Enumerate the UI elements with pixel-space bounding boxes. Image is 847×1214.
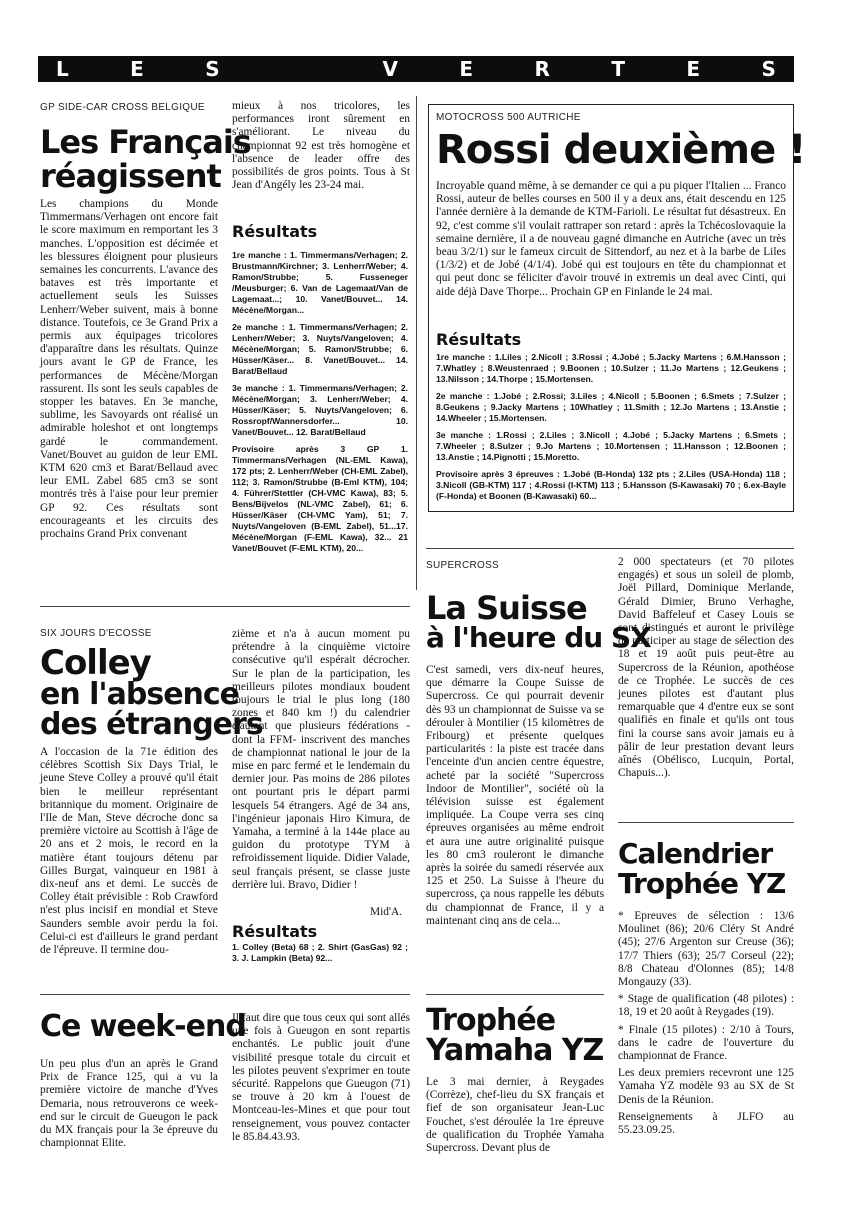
a4-body-col1: C'est samedi, vers dix-neuf heures, que démarre la Coupe Suisse de Supercross. Ce qui pourrait devenir dès 93 un championnat de Suisse va se dérouler à Montilier (15 kilomètres de Fribourg) et présente quelques particularités : la piste est tracée dans l'enceinte d'un ancien centre équestre, acheté par la société "Supercross Indoor de Montilier", société où la télévision suisse est également impliquée. La Coupe verra ses cinq épreuves organisées au même endroit et aura une autre originalité puisque les 80 cm3 rouleront le dimanche après la soirée du samedi réservée aux 125 et 250. La Suisse à l'heure du supercross, ça nous rappelle les débuts du championnat de France, il y a maintenant cinq ans de cela... [426,664,604,927]
a4-title-line2: à l'heure du SX [426,621,651,654]
a1-body-col2: mieux à nos tricolores, les performances iront sûrement en s'améliorant. Le niveau du championnat 92 est très homogène et l'absence de leader offre des possibilités de gros points. Tous à St Jean d'Angély les 23-24 mai. [232,100,410,192]
a2-title: Rossi deuxième ! [436,127,806,173]
a1-results [232,250,408,560]
a5-selection-dates: * Epreuves de sélection : 13/6 Moulinet (86); 20/6 Cléry St André (45); 27/6 Argenton sur Creuse (36); 17/7 Thiers (63); 25/7 Corseul (22); 8/8 Chateau d'Olonnes (85); 14/8 Mongauzy (33). [618,910,794,989]
a1-title-line2: réagissent [40,157,221,195]
a6-body-col2: Il faut dire que tous ceux qui sont allés une fois à Gueugon en sont repartis enchantés. Le public jouit d'une visibilité presque totale du circuit et les pilotes peuvent s'exprimer en toute sécurité. Rappelons que Gueugon (71) se trouve à 20 km à l'ouest de Montceau-les-Mines et que pour tout renseignement, vous pouvez contacter le 85.84.43.93. [232,1012,410,1143]
a1-kicker: GP SIDE-CAR CROSS BELGIQUE [40,102,205,113]
a5-stage: * Stage de qualification (48 pilotes) : 18, 19 et 20 août à Reygades (19). [618,993,794,1019]
a2-kicker: MOTOCROSS 500 AUTRICHE [436,112,581,123]
a6-body-col1: Un peu plus d'un an après le Grand Prix de France 125, qui a vu la première victoire de manche d'Yves Demaria, nous retrouverons ce week-end sur le circuit de Gueugon le pack du MX français pour la 3e épreuve du championnat Elite. [40,1058,218,1150]
a2-results-standings: Provisoire après 3 épreuves : 1.Jobé (B-Honda) 132 pts ; 2.Liles (USA-Honda) 118 ; 3.Nicoll (GB-KTM) 117 ; 4.Rossi (I-KTM) 113 ; 5.Hansson (S-Kawasaki) 70 ; 6.ex-Bayle (F-Honda) et Boonen (B-Kawasaki) 60... [436,469,786,501]
a2-results-race1: 1re manche : 1.Liles ; 2.Nicoll ; 3.Rossi ; 4.Jobé ; 5.Jacky Martens ; 6.M.Hansson ; 7.Whatley ; 8.Weustenraed ; 9.Boonen ; 10.Sulzer ; 11.Jo Martens ; 12.Geukens ; 13.Nilsson ; 14.Thorpe ; 15.Mortensen. [436,352,786,384]
a3-body-col2: zième et n'a à aucun moment pu prétendre à la cinquième victoire consécutive qu'il espérait décrocher. Sur le plan de la participation, les meilleurs pilotes mondiaux boudent toujours le trial le plus long (180 zones et 840 km !) du calendrier d'autant que plusieurs fédérations -dont la FFM- inscrivent des manches de championnat national le jour de la mise en parc fermé et le lendemain du dernier jour. Pas moins de 286 pilotes ont pourtant pris le départ parmi lesquels 54 étrangers. Agé de 34 ans, l'ingénieur japonais Hiro Kimura, de Yamaha, a terminé à la 144e place au guidon du prototype TYM à refroidissement liquide. Didier Valade, seul français présent, se classe juste derrière lui. Bravo, Didier ! [232,628,410,891]
a1-body-col1: Les champions du Monde Timmermans/Verhagen ont encore fait le score maximum en remportant les 3 manches. L'opposition est décimée et les blessures éloignent pour plusieurs semaines les concurrents. L'avance des bataves est très importante et actuellement seuls les Suisses Lenherr/Weber suivent, mais à bonne distance. Toutefois, ce 3e Grand Prix a permis aux équipages tricolores d'apparaître dans les résultats. Quinze jours avant le GP de France, les performances de Mécène/Morgan rassurent. Ils sont les seuls capables de stopper les bataves. En 3e manche, sublime, les Savoyards ont réalisé un admirable holeshot et ont longtemps gardé le commandement. Vanet/Bouvet au guidon de leur EML KTM 620 cm3 et Barat/Bellaud avec leur EML Zabel 685 cm3 se sont montrés très à l'aise pour leur premier GP 92. Ces résultats sont encourageants et les circuits des prochains Grand Prix convenant [40,198,218,541]
banner-letter: S [761,57,776,81]
a1-results-race3: 3e manche : 1. Timmermans/Verhagen; 2. Mécène/Morgan; 3. Lenherr/Weber; 4. Hüsser/Käser; 5. Nuyts/Vangeloven; 6. Rossropf/Wannersdorfer... 10. Vanet/Bouvet... 12. Barat/Bellaud [232,383,408,437]
a1-results-standings: Provisoire après 3 GP 1. Timmermans/Verhagen (NL-EML Kawa), 172 pts; 2. Lenherr/Weber (CH-EML Zabel), 112; 3. Ramon/Strubbe (B-Eml KTM), 104; 4. Führer/Stettler (CH-VMC Kawa), 83; 5. Bens/Bijvelos (NL-VMC Zabel), 61; 6. Hüsser/Käser (CH-VMC Yam), 51; 7. Nuyts/Vangeloven (B-EML Zabel), 51...17. Mécène/Morgan (F-EML Kawa), 32... 21 Vanet/Bouvet (F-EML KTM), 20... [232,444,408,553]
a5-contact: Renseignements à JLFO au 55.23.09.25. [618,1110,794,1137]
section-divider [40,606,410,607]
a7-body: Le 3 mai dernier, à Reygades (Corrèze), chef-lieu du SX français et fief de son organisateur Jean-Luc Fouchet, s'est déroulée la 1re épreuve de qualification du Trophée Yamaha Supercross. Devant plus de [426,1076,604,1155]
a1-results-race1: 1re manche : 1. Timmermans/Verhagen; 2. Brustmann/Kirchner; 3. Lenherr/Weber; 4. Ramon/Strubbe; 5. Fusseneger /Meusburger; 6. Van de Lagemaat/Van de Lagemaat...; 10. Vanet/Bouvet... 14. Mécène/Morgan... [232,250,408,315]
column-divider [416,96,417,590]
a3-results-title: Résultats [232,922,318,941]
a4-body-col2: 2 000 spectateurs (et 70 pilotes engagés) et sous un soleil de plomb, Joël Pillard, Dominique Merlande, Gérald Dimier, Bruno Verhaghe, David Baffeleuf et Casey Louis se sont distingués et auront le privilège de participer au stage de sélection des 18 et 19 août puis peut-être au Supercross de la Réunion, apothéose de ce Trophée. Le succès de ces jeunes pilotes est d'autant plus remarquable que 4 d'entre eux se sont qualifiés en finale et qu'ils ont tous fini la course sans avoir jamais eu à pâlir de leur prestation devant leurs aînés (Obélisco, Lucquin, Portal, Chapuis...). [618,556,794,780]
section-divider [426,548,794,549]
a5-title-line2: Trophée YZ [618,867,786,900]
a3-title-line3: des étrangers [40,707,263,742]
a3-body-col1: A l'occasion de la 71e édition des célèbres Scottish Six Days Trial, le jeune Steve Colley a prouvé qu'il était bien le meilleur représentant britannique du moment. Originaire de l'Ile de Man, Steve décroche donc sa première victoire au Scottish à l'âge de 20 ans et 2 mois, le record en la matière étant toujours détenu par Gilles Burgat, vainqueur en 1981 à dix-neuf ans et demi. Le succès de Colley était prévisible : Rob Crawford n'est plus incisif en mondial et Steve Saunders semble avoir perdu la foi. Celui-ci est d'ailleurs le grand perdant de l'épreuve. Il termine dou- [40,746,218,957]
banner-letter: E [459,57,474,81]
a3-title-line2: en l'absence [40,677,240,712]
banner-letter: E [686,57,701,81]
section-banner [38,56,794,82]
a1-results-race2: 2e manche : 1. Timmermans/Verhagen; 2. Lenherr/Weber; 3. Nuyts/Vangeloven; 4. Mécène/Morgan; 5. Ramon/Strubbe; 6. Hüsser/Käser... 8. Vanet/Bouvet... 14. Barat/Bellaud [232,322,408,376]
banner-letter: S [205,57,220,81]
banner-letter: T [611,57,625,81]
a2-body: Incroyable quand même, à se demander ce qui a pu piquer l'Italien ... Franco Rossi, auteur de belles courses en 500 il y a deux ans, était descendu en 125 l'année dernière à la demande de KTM-Farioli. Le résultat fut désastreux. En 92, c'est comme s'il voulait rattraper son retard : après la Tchécoslovaquie la semaine dernière, il a de nouveau gagné dimanche en Autriche (avec un très beau 3/2/1) sur le fameux circuit de Sittendorf, au nez et à la barbe de Liles (1/3/2) et de Jobé (4/1/4). Jobé qui est toujours en tête du championnat et qui peut donc se féliciter d'avoir trouvé in extremis un deal avec Cinti, qui aide déjà Dave Thorpe... Prochain GP en Finlande le 24 mai. [436,180,786,298]
a3-signature: Mid'A. [370,906,403,918]
a1-results-title: Résultats [232,222,318,241]
a5-finale: * Finale (15 pilotes) : 2/10 à Tours, dans le cadre de l'ouverture du championnat de France. [618,1023,794,1063]
a3-results: 1. Colley (Beta) 68 ; 2. Shirt (GasGas) 92 ; 3. J. Lampkin (Beta) 92... [232,942,408,963]
a2-results [436,352,786,508]
a5-title-line1: Calendrier [618,837,773,870]
a2-results-race2: 2e manche : 1.Jobé ; 2.Rossi; 3.Liles ; 4.Nicoll ; 5.Boonen ; 6.Smets ; 7.Sulzer ; 8.Geukens ; 9.Jacky Martens ; 10Whatley ; 11.Smith ; 12.Jo Martens ; 13.Anstie ; 14.Wheeler ; 15.Mortensen. [436,391,786,423]
section-divider [618,822,794,823]
a7-title-line2: Yamaha YZ [426,1033,604,1068]
a2-results-title: Résultats [436,330,522,349]
a4-kicker: SUPERCROSS [426,560,500,571]
section-divider [426,994,604,995]
a2-results-race3: 3e manche : 1.Rossi ; 2.Liles ; 3.Nicoll ; 4.Jobé ; 5.Jacky Martens ; 6.Smets ; 7.Wheeler ; 8.Sulzer ; 9.Jo Martens ; 10.Mortensen ; 11.Hansson ; 12.Boonen ; 13.Anstie ; 14.Pignotti ; 15.Moretto. [436,430,786,462]
banner-letter: R [534,57,550,81]
a5-body [618,910,794,1137]
banner-letter: L [56,57,69,81]
a7-title-line1: Trophée [426,1003,556,1038]
a1-title-line1: Les Français [40,123,251,161]
a3-title-line1: Colley [40,643,151,683]
banner-letter: V [382,57,398,81]
a3-kicker: SIX JOURS D'ECOSSE [40,628,152,639]
a5-prize: Les deux premiers recevront une 125 Yamaha YZ modèle 93 au SX de St Denis de la Réunion. [618,1067,794,1106]
a4-title-line1: La Suisse [426,589,587,627]
banner-letter: E [130,57,144,81]
section-divider [40,994,410,995]
a6-title: Ce week-end [40,1009,246,1044]
